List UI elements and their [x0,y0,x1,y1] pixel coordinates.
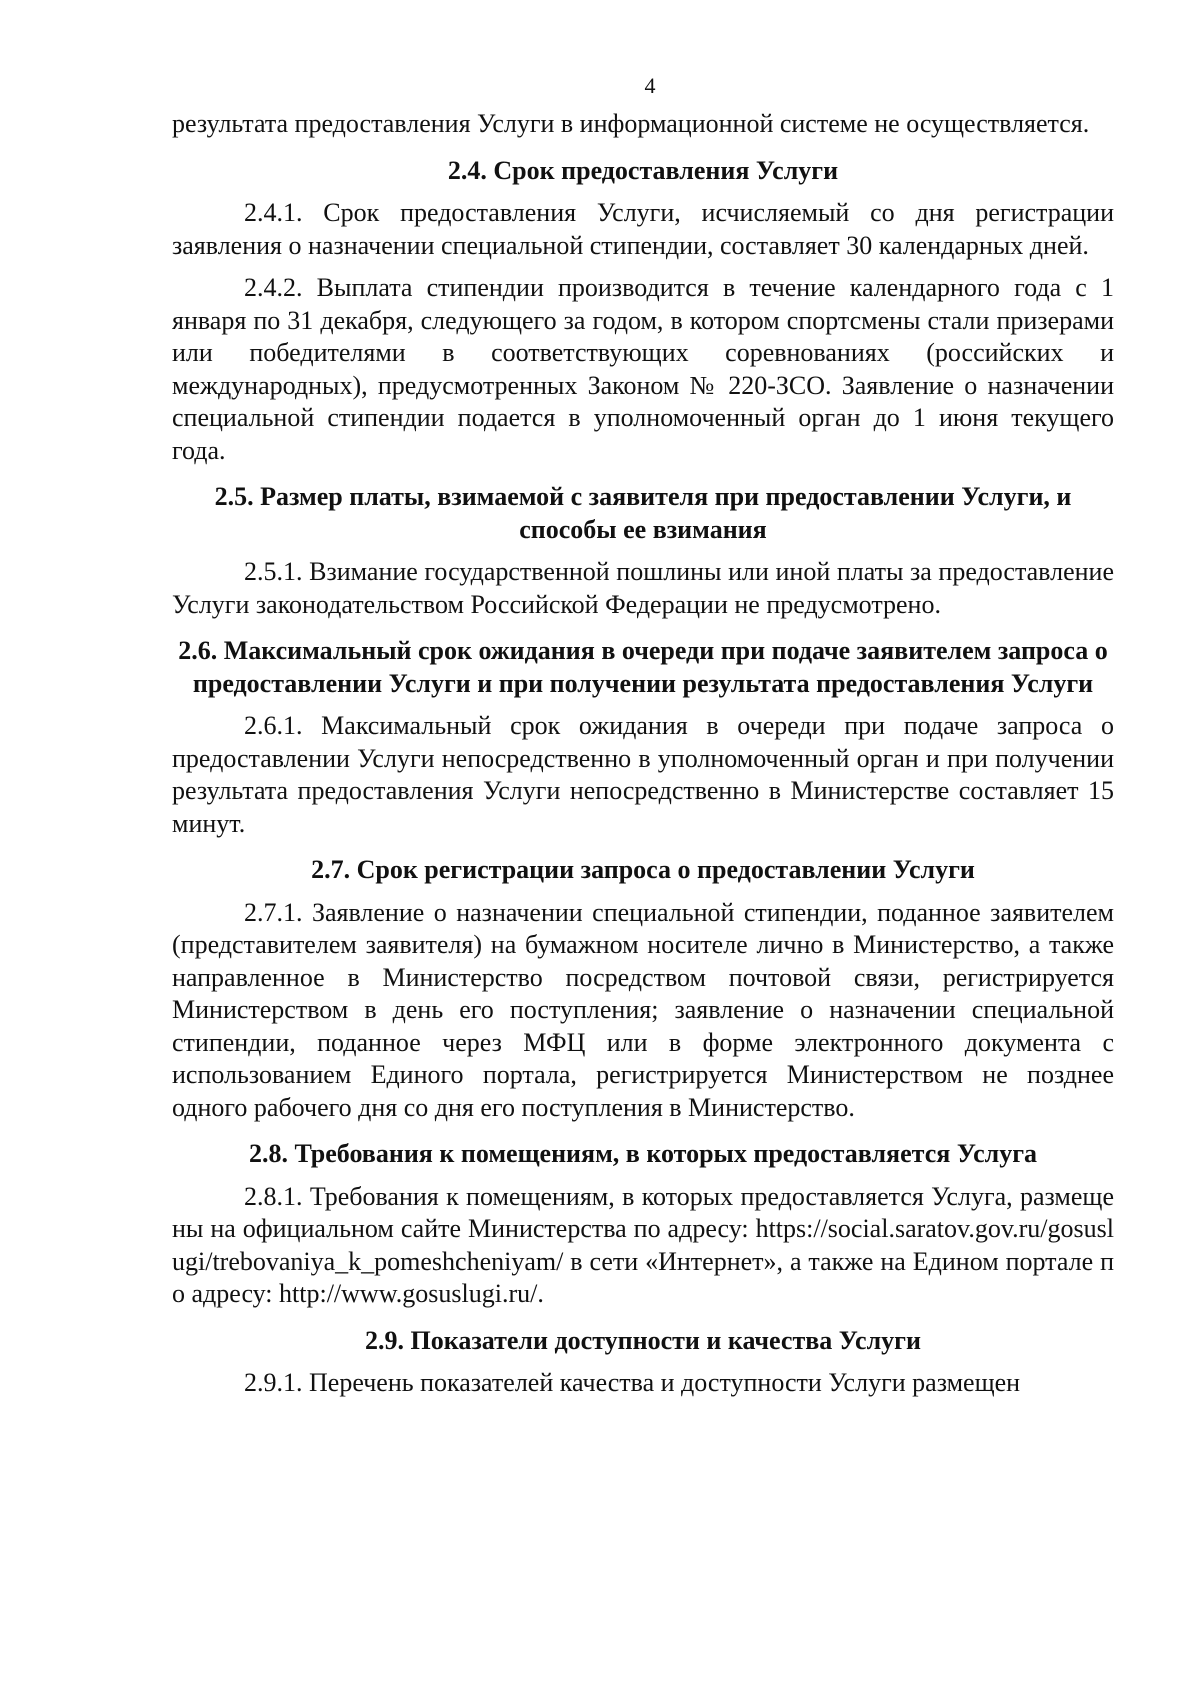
paragraph-2-5-1: 2.5.1. Взимание государственной пошлины или иной платы за предоставление Услуги законодательством Российской Федерации не предусмотрено. [172,557,1114,619]
section-heading-2-7: 2.7. Срок регистрации запроса о предоставлении Услуги [311,855,975,884]
paragraph-2-4-2: 2.4.2. Выплата стипендии производится в течение календарного года с 1 января по 31 декабря, следующего за годом, в котором спортсмены стали призерами или победителями в соответствующих соревнованиях (российских и международных), предусмотренных Законом № 220-ЗСО. Заявление о назначении специальной стипендии подается в уполномоченный орган до 1 июня текущего года. [172,273,1114,465]
page-number: 4 [644,73,656,98]
paragraph-2-8-1: 2.8.1. Требования к помещениям, в которых предоставляется Услуга, размещены на официальном сайте Министерства по адресу: https://social.saratov.gov.ru/gosuslugi/trebovaniya_k_pomeshcheniyam/ в сети «Интернет», а также на Едином портале по адресу: http://www.gosuslugi.ru/. [172,1181,1114,1308]
section-heading-2-8: 2.8. Требования к помещениям, в которых предоставляется Услуга [248,1139,1038,1168]
paragraph-2-9-1: 2.9.1. Перечень показателей качества и доступности Услуги размещен [244,1368,1021,1397]
section-heading-2-9: 2.9. Показатели доступности и качества Услуги [365,1325,921,1355]
document-page [172,70,1114,1400]
section-heading-2-6: 2.6. Максимальный срок ожидания в очереди при подаче заявителем запроса о предоставлении Услуги и при получении результата предоставления Услуги [178,636,1108,698]
paragraph-continuation: результата предоставления Услуги в информационной системе не осуществляется. [172,109,1090,138]
paragraph-2-6-1: 2.6.1. Максимальный срок ожидания в очереди при подаче запроса о предоставлении Услуги непосредственно в уполномоченный орган и при получении результата предоставления Услуги непосредственно в Министерстве составляет 15 минут. [172,711,1114,838]
paragraph-2-4-1: 2.4.1. Срок предоставления Услуги, исчисляемый со дня регистрации заявления о назначении специальной стипендии, составляет 30 календарных дней. [172,198,1114,260]
section-heading-2-4: 2.4. Срок предоставления Услуги [447,155,839,185]
section-heading-2-5: 2.5. Размер платы, взимаемой с заявителя при предоставлении Услуги, и способы ее взимания [214,482,1072,544]
paragraph-2-7-1: 2.7.1. Заявление о назначении специальной стипендии, поданное заявителем (представителем заявителя) на бумажном носителе лично в Министерство, а также направленное в Министерство посредством почтовой связи, регистрируется Министерством в день его поступления; заявление о назначении специальной стипендии, поданное через МФЦ или в форме электронного документа с использованием Единого портала, регистрируется Министерством не позднее одного рабочего дня со дня его поступления в Министерство. [172,897,1114,1122]
